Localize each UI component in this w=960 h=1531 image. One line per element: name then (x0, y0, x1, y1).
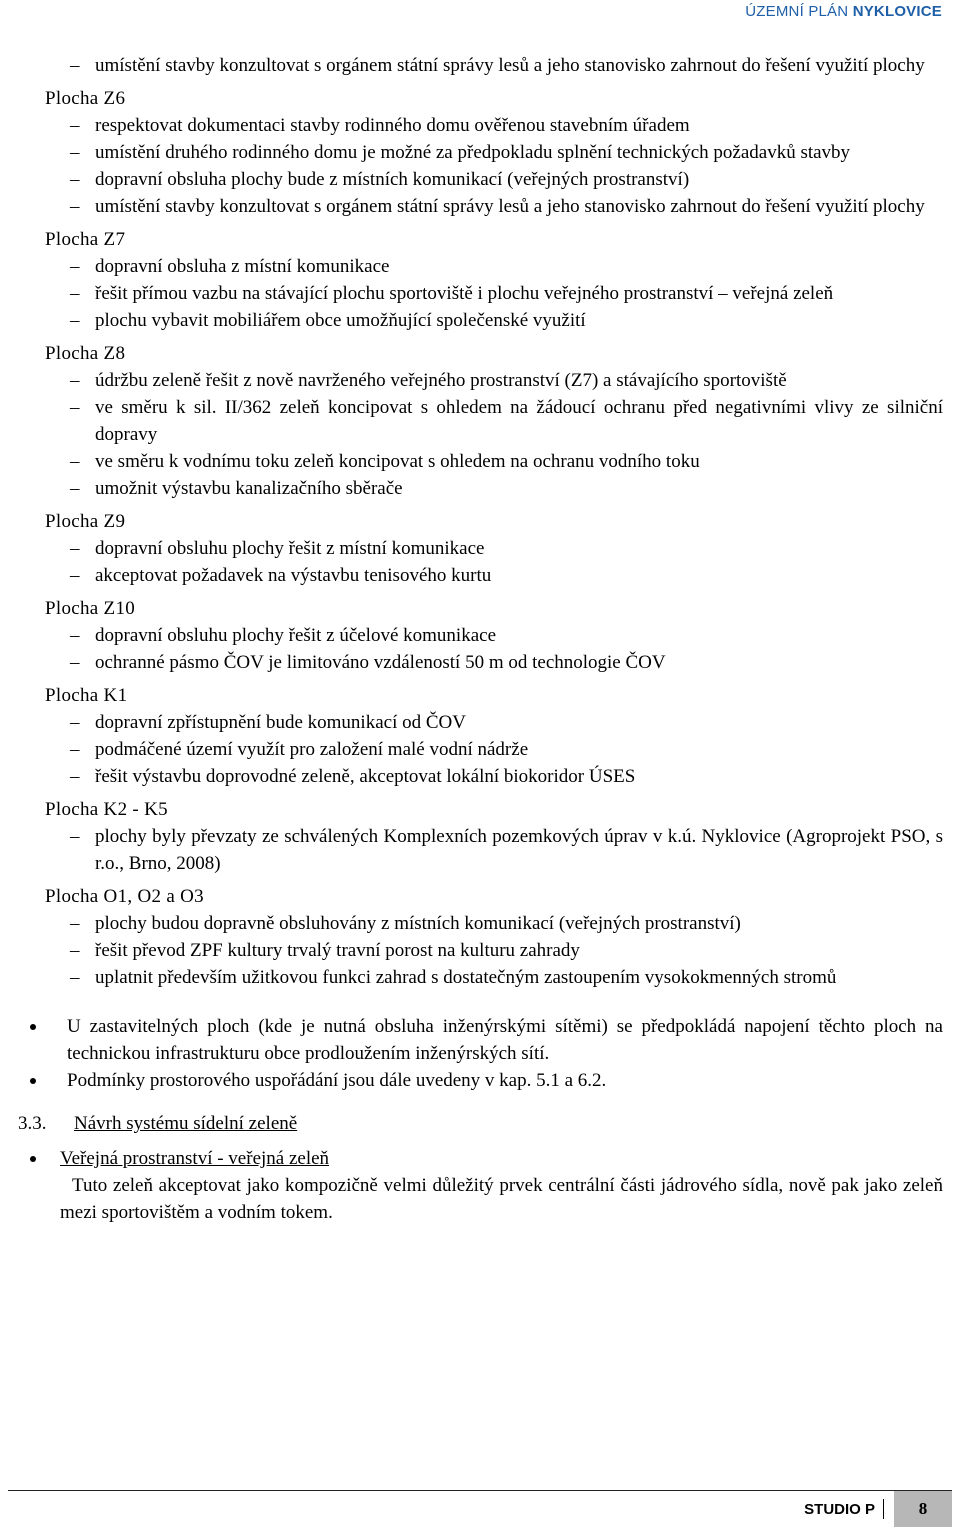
list-item-text: umístění druhého rodinného domu je možné za předpokladu splnění technických požadavků stavby (95, 142, 851, 163)
list-item (0, 562, 960, 589)
list-item-text: ochranné pásmo ČOV je limitováno vzdáleností 50 m od technologie ČOV (95, 652, 666, 673)
list-item-text: dopravní zpřístupnění bude komunikací od ČOV (95, 712, 466, 733)
dash-bullet-icon: – (70, 283, 80, 304)
area-heading: Plocha Z7 (45, 229, 126, 250)
section-heading (0, 1110, 960, 1137)
list-item-text: ve směru k sil. II/362 zeleň koncipovat s ohledem na žádoucí ochranu před negativními vlivy ze silniční dopravy (95, 397, 943, 445)
footer-studio: STUDIO P (804, 1500, 875, 1518)
area-heading: Plocha Z8 (45, 343, 126, 364)
list-item-text: dopravní obsluha plochy bude z místních komunikací (veřejných prostranství) (95, 169, 690, 190)
header-municipality: NYKLOVICE (852, 3, 942, 20)
list-item-text: dopravní obsluha z místní komunikace (95, 256, 390, 277)
list-item-text: respektovat dokumentaci stavby rodinného domu ověřenou stavebním úřadem (95, 115, 690, 136)
dash-bullet-icon: – (70, 142, 80, 163)
list-item-text: dopravní obsluhu plochy řešit z účelové komunikace (95, 625, 497, 646)
dash-bullet-icon: – (70, 451, 80, 472)
list-item (0, 112, 960, 139)
list-item-text: umístění stavby konzultovat s orgánem státní správy lesů a jeho stanovisko zahrnout do řešení využití plochy (95, 196, 925, 217)
list-item-text: řešit výstavbu doprovodné zeleně, akceptovat lokální biokoridor ÚSES (95, 766, 636, 787)
dash-bullet-icon: – (70, 478, 80, 499)
bullet-item (0, 1067, 960, 1094)
list-item-text: plochu vybavit mobiliářem obce umožňující společenské využití (95, 310, 586, 331)
bullet-text: Podmínky prostorového uspořádání jsou dále uvedeny v kap. 5.1 a 6.2. (67, 1070, 607, 1091)
area-heading: Plocha Z6 (45, 88, 126, 109)
list-item (0, 736, 960, 763)
bullet-icon (30, 1078, 36, 1084)
list-item-text: plochy byly převzaty ze schválených Komplexních pozemkových úprav v k.ú. Nyklovice (Agroprojekt PSO, s r.o., Brno, 2008) (95, 826, 943, 874)
document-body (0, 52, 960, 1226)
list-item-text: uplatnit především užitkovou funkci zahrad s dostatečným zastoupením vysokokmenných stromů (95, 967, 837, 988)
list-item (0, 139, 960, 166)
bullet-text: U zastavitelných ploch (kde je nutná obsluha inženýrskými sítěmi) se předpokládá napojení těchto ploch na technickou infrastrukturu obce prodloužením inženýrských sítí. (67, 1016, 943, 1064)
list-item (0, 763, 960, 790)
area-heading: Plocha K1 (45, 685, 128, 706)
list-item (0, 937, 960, 964)
dash-bullet-icon: – (70, 625, 80, 646)
dash-bullet-icon: – (70, 652, 80, 673)
dash-bullet-icon: – (70, 397, 80, 418)
bullet-icon (30, 1024, 36, 1030)
list-item-text: řešit přímou vazbu na stávající plochu sportoviště i plochu veřejného prostranství – veřejná zeleň (95, 283, 834, 304)
list-item (0, 622, 960, 649)
page-number: 8 (918, 1499, 928, 1518)
list-item (0, 964, 960, 991)
list-item (0, 823, 960, 877)
list-item-text: údržbu zeleně řešit z nově navrženého veřejného prostranství (Z7) a stávajícího sportoviště (95, 370, 787, 391)
list-item-text: akceptovat požadavek na výstavbu tenisového kurtu (95, 565, 492, 586)
subsection-title: Veřejná prostranství - veřejná zeleň (60, 1148, 330, 1169)
list-item (0, 448, 960, 475)
list-item-text: plochy budou dopravně obsluhovány z místních komunikací (veřejných prostranství) (95, 913, 741, 934)
section-number: 3.3. (18, 1113, 47, 1134)
document-header (745, 3, 942, 20)
section-title: Návrh systému sídelní zeleně (74, 1113, 298, 1134)
list-item (0, 307, 960, 334)
list-item (0, 649, 960, 676)
list-item (0, 193, 960, 220)
dash-bullet-icon: – (70, 538, 80, 559)
list-item-text: umožnit výstavbu kanalizačního sběrače (95, 478, 403, 499)
list-item (0, 709, 960, 736)
dash-bullet-icon: – (70, 967, 80, 988)
dash-bullet-icon: – (70, 196, 80, 217)
dash-bullet-icon: – (70, 55, 80, 76)
dash-bullet-icon: – (70, 712, 80, 733)
dash-bullet-icon: – (70, 115, 80, 136)
dash-bullet-icon: – (70, 766, 80, 787)
list-item (0, 475, 960, 502)
requirements-list (0, 52, 960, 991)
list-item (0, 394, 960, 448)
dash-bullet-icon: – (70, 940, 80, 961)
header-prefix: ÚZEMNÍ PLÁN (745, 3, 849, 20)
bullet-icon (30, 1156, 36, 1162)
list-item-text: dopravní obsluhu plochy řešit z místní komunikace (95, 538, 485, 559)
dash-bullet-icon: – (70, 310, 80, 331)
dash-bullet-icon: – (70, 565, 80, 586)
list-item (0, 535, 960, 562)
subsection-heading (0, 1145, 960, 1172)
list-item-text: podmáčené území využít pro založení malé vodní nádrže (95, 739, 529, 760)
area-heading: Plocha K2 - K5 (45, 799, 168, 820)
bullet-item (0, 1013, 960, 1067)
list-item (0, 253, 960, 280)
dash-bullet-icon: – (70, 370, 80, 391)
dash-bullet-icon: – (70, 913, 80, 934)
list-item (0, 910, 960, 937)
list-item (0, 367, 960, 394)
dash-bullet-icon: – (70, 169, 80, 190)
page-footer (804, 1491, 952, 1527)
page-number-box (894, 1491, 952, 1527)
list-item (0, 280, 960, 307)
paragraph: Tuto zeleň akceptovat jako kompozičně velmi důležitý prvek centrální části jádrového sídla, nově pak jako zeleň mezi sportovištěm a vodním tokem. (60, 1175, 943, 1223)
area-heading: Plocha Z10 (45, 598, 136, 619)
dash-bullet-icon: – (70, 739, 80, 760)
dash-bullet-icon: – (70, 256, 80, 277)
list-item (0, 166, 960, 193)
area-heading: Plocha O1, O2 a O3 (45, 886, 204, 907)
list-item-text: řešit převod ZPF kultury trvalý travní porost na kulturu zahrady (95, 940, 580, 961)
footer-separator (883, 1499, 884, 1519)
dash-bullet-icon: – (70, 826, 80, 847)
area-heading: Plocha Z9 (45, 511, 126, 532)
list-item (0, 52, 960, 79)
list-item-text: umístění stavby konzultovat s orgánem státní správy lesů a jeho stanovisko zahrnout do řešení využití plochy (95, 55, 925, 76)
list-item-text: ve směru k vodnímu toku zeleň koncipovat s ohledem na ochranu vodního toku (95, 451, 700, 472)
